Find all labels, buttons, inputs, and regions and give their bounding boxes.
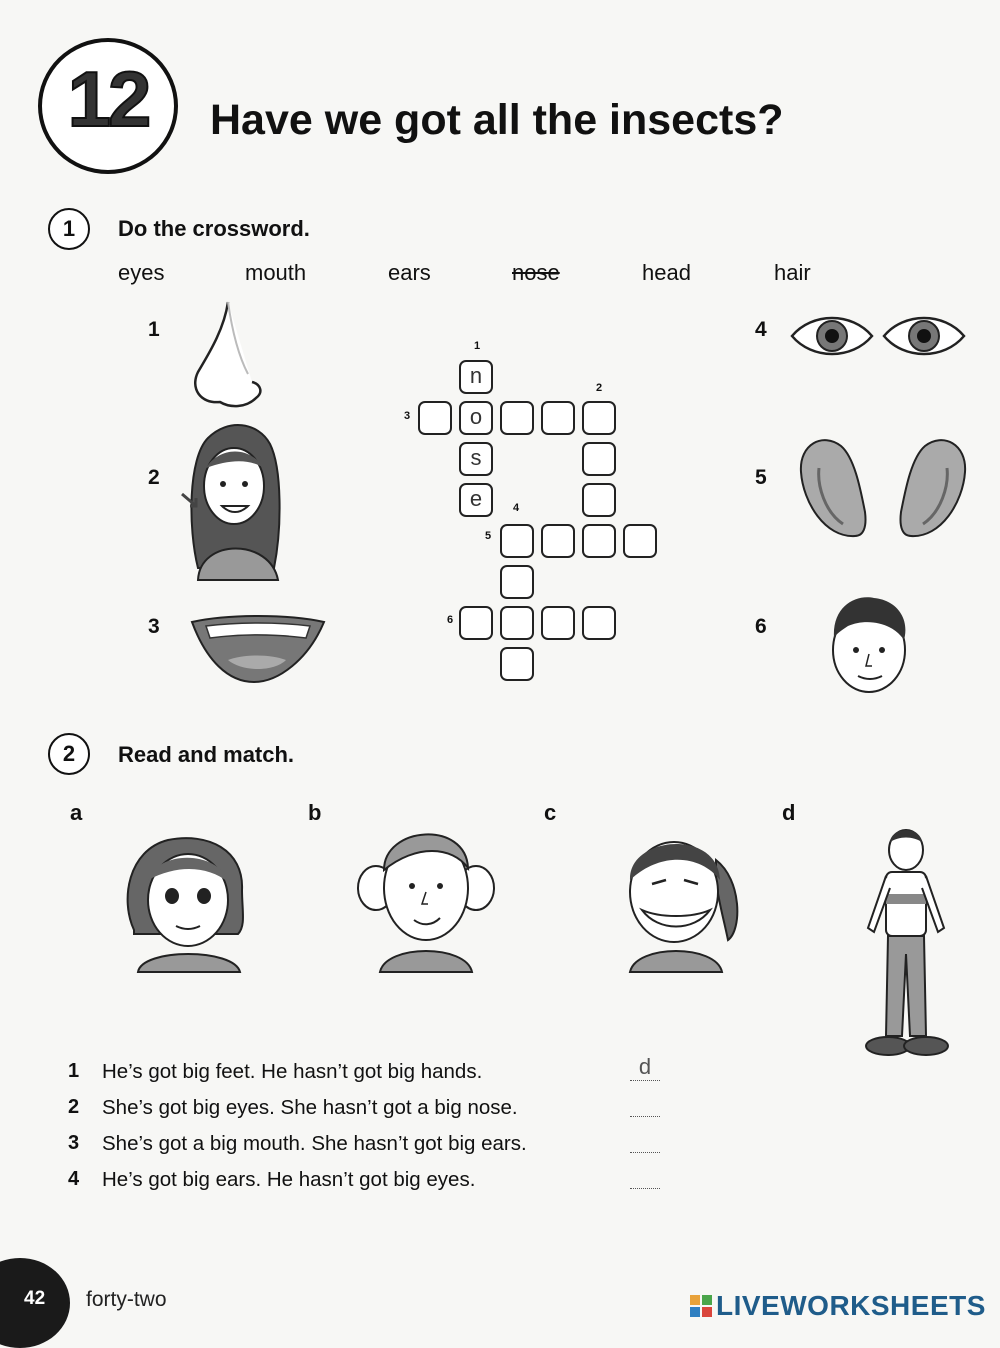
unit-number: 12 xyxy=(67,55,149,143)
crossword-cell[interactable] xyxy=(500,524,534,558)
word-bank-nose: nose xyxy=(512,260,560,285)
boy-head-picture xyxy=(826,592,912,702)
liveworksheets-icon xyxy=(690,1295,712,1317)
word-bank-hair: hair xyxy=(774,260,811,285)
liveworksheets-logo xyxy=(690,1290,986,1322)
crossword-cell[interactable]: e xyxy=(459,483,493,517)
picture-letter-c: c xyxy=(544,800,557,825)
sentence-4-text: He’s got big ears. He hasn’t got big eyes. xyxy=(102,1168,476,1191)
word-bank-eyes: eyes xyxy=(118,260,165,285)
picture-number-4: 4 xyxy=(755,318,767,341)
exercise-1-title: Do the crossword. xyxy=(118,216,310,241)
crossword-cell[interactable] xyxy=(541,524,575,558)
sentence-3-text: She’s got a big mouth. She hasn’t got big ears. xyxy=(102,1132,527,1155)
crossword-cell[interactable] xyxy=(500,565,534,599)
answer-field-3[interactable] xyxy=(630,1128,660,1153)
crossword-cell[interactable] xyxy=(582,606,616,640)
eyes-picture xyxy=(788,306,968,366)
nose-picture xyxy=(190,300,270,410)
boy-big-feet-picture xyxy=(858,824,954,1064)
exercise-2-title: Read and match. xyxy=(118,742,295,767)
picture-number-1: 1 xyxy=(148,318,160,341)
crossword-cell[interactable] xyxy=(418,401,452,435)
crossword-cell[interactable]: s xyxy=(459,442,493,476)
sentence-number-3: 3 xyxy=(68,1132,80,1154)
mouth-picture xyxy=(188,610,328,690)
page-number: 42 xyxy=(24,1288,46,1309)
crossword-cell[interactable] xyxy=(582,524,616,558)
picture-number-2: 2 xyxy=(148,466,160,489)
sentence-number-4: 4 xyxy=(68,1168,80,1190)
crossword-cell[interactable] xyxy=(500,401,534,435)
boy-big-ears-picture xyxy=(356,816,496,972)
clue-number-1: 1 xyxy=(474,340,481,352)
picture-letter-d: d xyxy=(782,800,796,825)
ears-picture xyxy=(795,432,971,544)
crossword-cell[interactable] xyxy=(582,401,616,435)
clue-number-4: 4 xyxy=(513,502,520,514)
clue-number-2: 2 xyxy=(596,382,603,394)
picture-number-5: 5 xyxy=(755,466,767,489)
crossword-cell[interactable]: n xyxy=(459,360,493,394)
answer-field-4[interactable] xyxy=(630,1164,660,1189)
page-title: Have we got all the insects? xyxy=(210,96,784,144)
picture-number-3: 3 xyxy=(148,615,160,638)
sentence-number-2: 2 xyxy=(68,1096,80,1118)
word-bank-mouth: mouth xyxy=(245,260,307,285)
girl-big-mouth-picture xyxy=(612,820,752,972)
picture-number-6: 6 xyxy=(755,615,767,638)
picture-letter-a: a xyxy=(70,800,83,825)
crossword-cell[interactable] xyxy=(500,606,534,640)
sentence-1-text: He’s got big feet. He hasn’t got big hands. xyxy=(102,1060,483,1083)
crossword-cell[interactable] xyxy=(459,606,493,640)
clue-number-5: 5 xyxy=(485,530,492,542)
crossword-cell[interactable] xyxy=(500,647,534,681)
crossword-cell[interactable] xyxy=(541,606,575,640)
crossword-cell[interactable] xyxy=(623,524,657,558)
answer-field-1[interactable]: d xyxy=(630,1056,660,1081)
word-bank-ears: ears xyxy=(388,260,431,285)
exercise-2-number: 2 xyxy=(48,733,90,775)
crossword-cell[interactable] xyxy=(582,442,616,476)
crossword-cell[interactable]: o xyxy=(459,401,493,435)
page-number-word: forty-two xyxy=(86,1288,167,1311)
crossword-cell[interactable] xyxy=(582,483,616,517)
liveworksheets-logo-text: LIVEWORKSHEETS xyxy=(716,1290,986,1321)
word-bank-head: head xyxy=(642,260,691,285)
exercise-1-number: 1 xyxy=(48,208,90,250)
sentence-number-1: 1 xyxy=(68,1060,80,1082)
girl-hair-picture xyxy=(178,418,288,580)
crossword-cell[interactable] xyxy=(541,401,575,435)
answer-field-2[interactable] xyxy=(630,1092,660,1117)
clue-number-3: 3 xyxy=(404,410,411,422)
clue-number-6: 6 xyxy=(447,614,454,626)
girl-big-eyes-picture xyxy=(118,830,258,972)
picture-letter-b: b xyxy=(308,800,322,825)
sentence-2-text: She’s got big eyes. She hasn’t got a big nose. xyxy=(102,1096,518,1119)
